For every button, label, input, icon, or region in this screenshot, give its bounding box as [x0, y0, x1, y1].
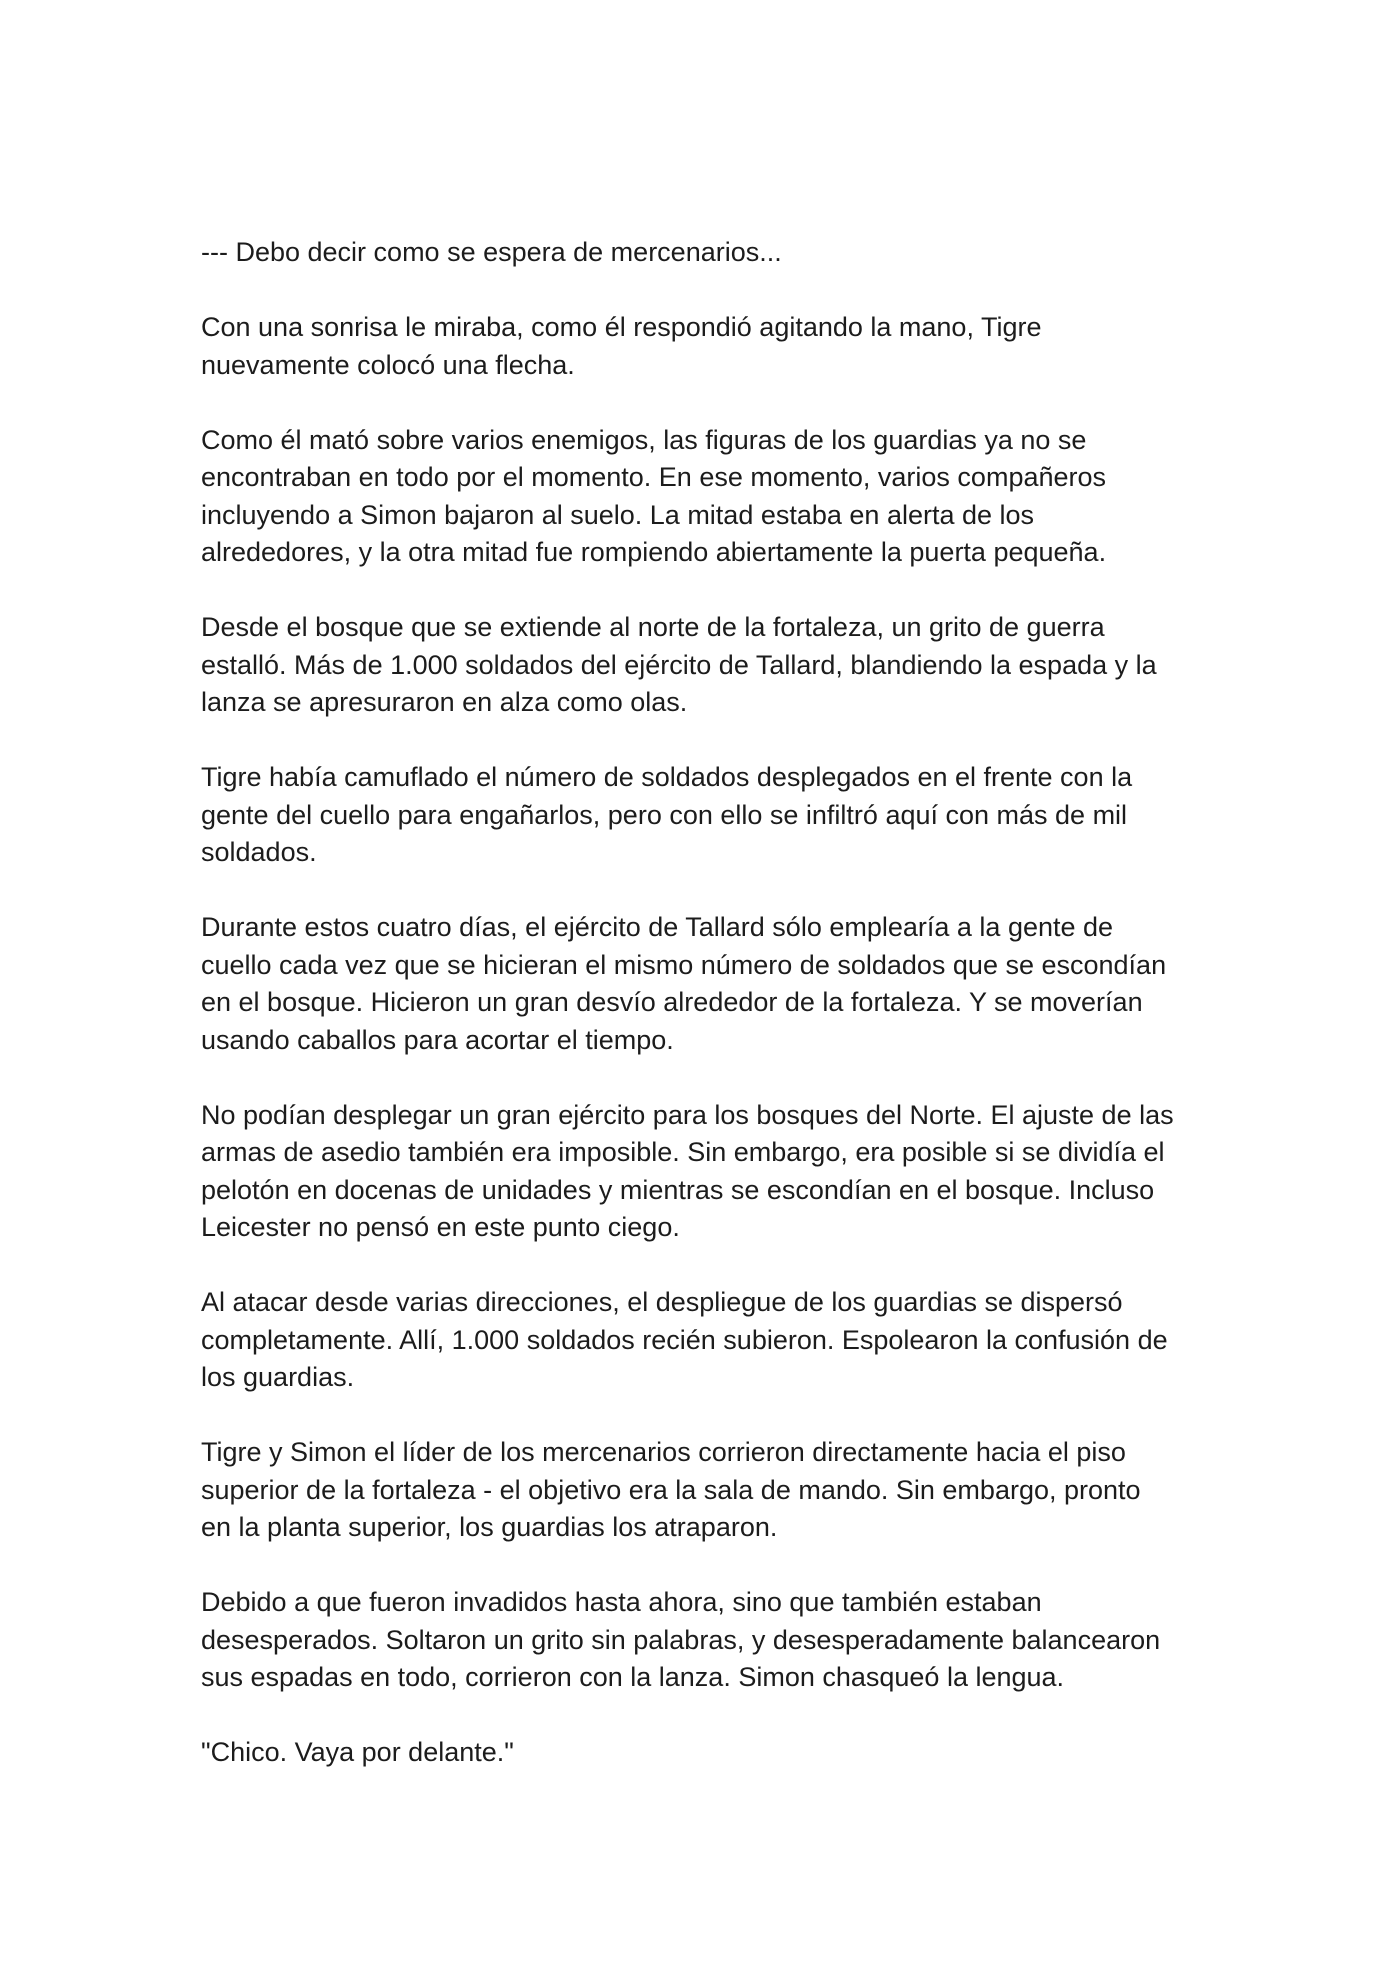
paragraph-7: No podían desplegar un gran ejército para los bosques del Norte. El ajuste de las armas de asedio también era imposible. Sin embargo, era posible si se dividía el pelotón en docenas de unidades y mientras se escondían en el bosque. Incluso Leicester no pensó en este punto ciego. [201, 1099, 1174, 1242]
paragraph-8: Al atacar desde varias direcciones, el despliegue de los guardias se dispersó completamente. Allí, 1.000 soldados recién subieron. Espolearon la confusión de los guardias. [201, 1287, 1168, 1392]
paragraph-10: Debido a que fueron invadidos hasta ahora, sino que también estaban desesperados. Soltaron un grito sin palabras, y desesperadamente balancearon sus espadas en todo, corrieron con la lanza. Simon chasqueó la lengua. [201, 1587, 1161, 1692]
paragraph-9: Tigre y Simon el líder de los mercenarios corrieron directamente hacia el piso superior de la fortaleza - el objetivo era la sala de mando. Sin embargo, pronto en la planta superior, los guardias los atraparon. [201, 1437, 1141, 1542]
paragraph-6: Durante estos cuatro días, el ejército de Tallard sólo emplearía a la gente de cuello cada vez que se hicieran el mismo número de soldados que se escondían en el bosque. Hicieron un gran desvío alrededor de la fortaleza. Y se moverían usando caballos para acortar el tiempo. [201, 912, 1167, 1055]
paragraph-3: Como él mató sobre varios enemigos, las figuras de los guardias ya no se encontraban en todo por el momento. En ese momento, varios compañeros incluyendo a Simon bajaron al suelo. La mitad estaba en alerta de los alrededores, y la otra mitad fue rompiendo abiertamente la puerta pequeña. [201, 424, 1107, 567]
paragraph-4: Desde el bosque que se extiende al norte de la fortaleza, un grito de guerra estalló. Más de 1.000 soldados del ejército de Tallard, blandiendo la espada y la lanza se apresuraron en alza como olas. [201, 612, 1157, 717]
paragraph-5: Tigre había camuflado el número de soldados desplegados en el frente con la gente del cuello para engañarlos, pero con ello se infiltró aquí con más de mil soldados. [201, 762, 1133, 867]
paragraph-1: --- Debo decir como se espera de mercenarios... [201, 237, 782, 267]
document-body [201, 234, 1211, 1772]
paragraph-11: "Chico. Vaya por delante." [201, 1737, 514, 1767]
paragraph-2: Con una sonrisa le miraba, como él respondió agitando la mano, Tigre nuevamente colocó una flecha. [201, 312, 1042, 380]
